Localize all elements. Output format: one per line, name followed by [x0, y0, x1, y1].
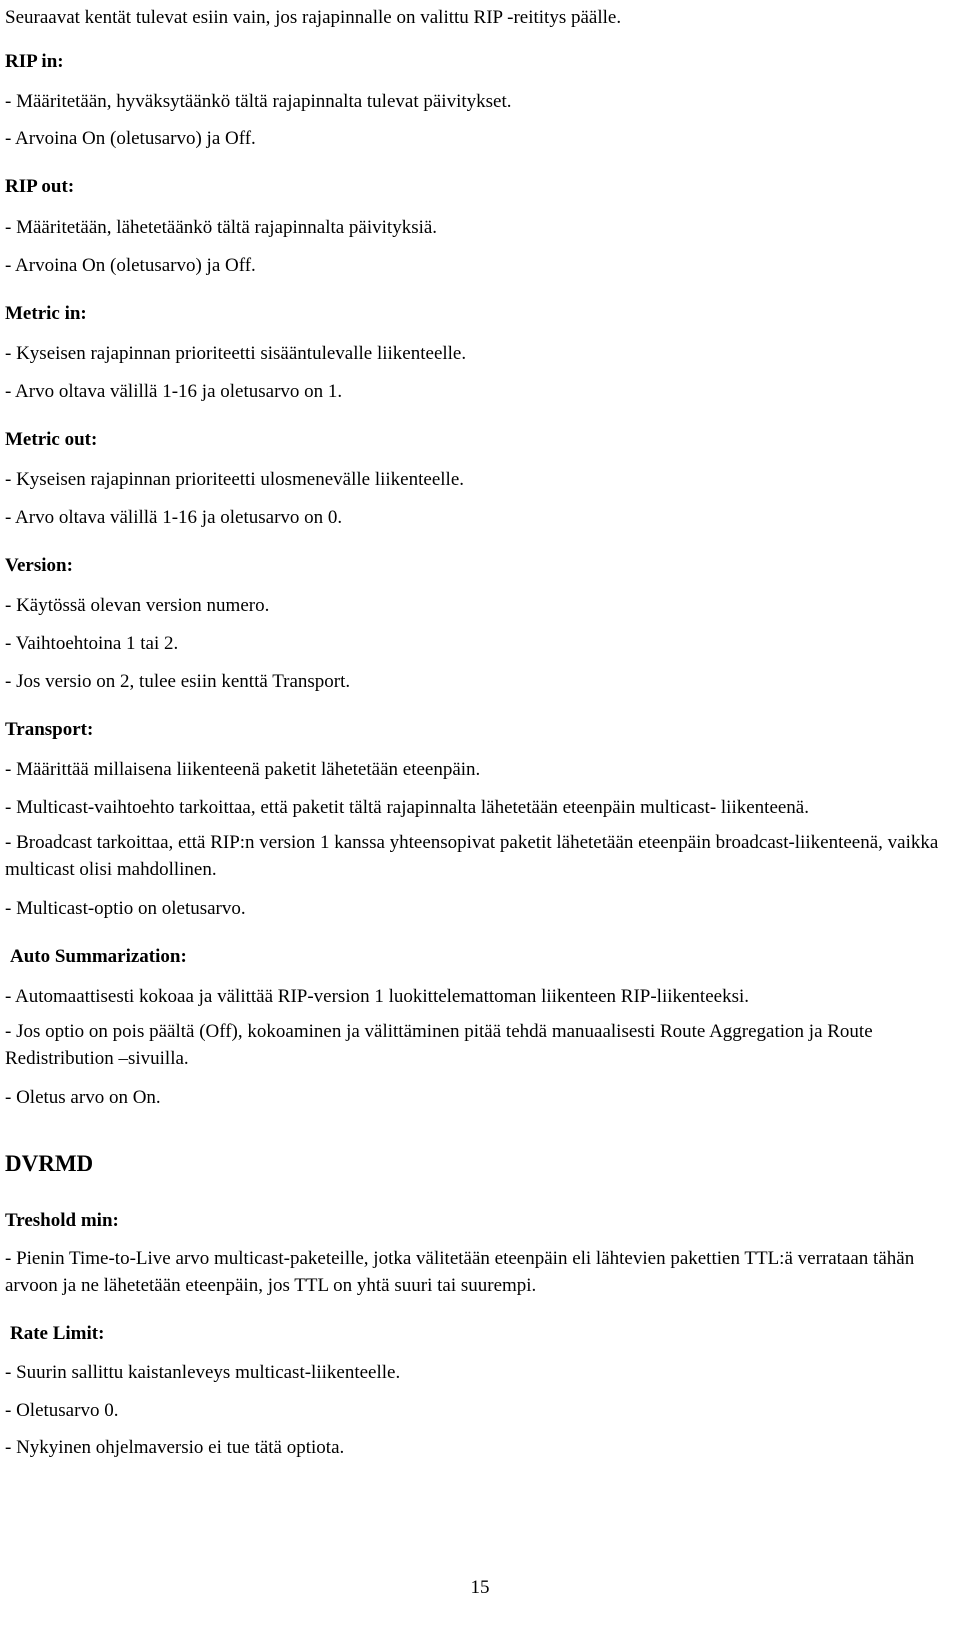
transport-item: - Multicast-vaihtoehto tarkoittaa, että paketit tältä rajapinnalta lähetetään eteenpäin multicast- liikenteenä. [5, 797, 809, 818]
threshold-min-item: - Pienin Time-to-Live arvo multicast-paketeille, jotka välitetään eteenpäin eli lähtevien pakettien TTL:ä verrataan tähän arvoon ja ne lähetetään eteenpäin, jos TTL on yhtä suuri tai suurempi. [5, 1248, 915, 1296]
threshold-min-heading: Treshold min: [5, 1210, 119, 1231]
rate-limit-item: - Oletusarvo 0. [5, 1400, 119, 1421]
document-page [5, 0, 955, 1640]
rip-in-item: - Arvoina On (oletusarvo) ja Off. [5, 128, 256, 149]
metric-in-item: - Arvo oltava välillä 1-16 ja oletusarvo on 1. [5, 381, 343, 402]
intro-text: Seuraavat kentät tulevat esiin vain, jos rajapinnalle on valittu RIP -reititys päälle. [5, 7, 622, 28]
rip-in-heading: RIP in: [5, 51, 64, 72]
rate-limit-heading: Rate Limit: [10, 1323, 105, 1344]
metric-out-item: - Arvo oltava välillä 1-16 ja oletusarvo on 0. [5, 507, 343, 528]
rip-in-item: - Määritetään, hyväksytäänkö tältä rajapinnalta tulevat päivitykset. [5, 91, 512, 112]
dvrmd-heading: DVRMD [5, 1151, 94, 1176]
transport-heading: Transport: [5, 719, 94, 740]
auto-summarization-item: - Jos optio on pois päältä (Off), kokoaminen ja välittäminen pitää tehdä manuaalisesti Route Aggregation ja Route Redistribution –sivuilla. [5, 1021, 873, 1069]
version-heading: Version: [5, 555, 73, 576]
rip-out-heading: RIP out: [5, 176, 75, 197]
metric-in-heading: Metric in: [5, 303, 87, 324]
page-number: 15 [470, 1577, 490, 1598]
transport-item: - Broadcast tarkoittaa, että RIP:n version 1 kanssa yhteensopivat paketit lähetetään eteenpäin broadcast-liikenteenä, vaikka multicast olisi mahdollinen. [5, 832, 939, 880]
metric-in-item: - Kyseisen rajapinnan prioriteetti sisääntulevalle liikenteelle. [5, 343, 467, 364]
version-item: - Vaihtoehtoina 1 tai 2. [5, 633, 179, 654]
rate-limit-item: - Suurin sallittu kaistanleveys multicast-liikenteelle. [5, 1362, 401, 1383]
auto-summarization-item: - Automaattisesti kokoaa ja välittää RIP-version 1 luokittelemattoman liikenteen RIP-liikenteeksi. [5, 986, 749, 1007]
metric-out-heading: Metric out: [5, 429, 98, 450]
transport-item: - Määrittää millaisena liikenteenä paketit lähetetään eteenpäin. [5, 759, 481, 780]
auto-summarization-heading: Auto Summarization: [10, 946, 187, 967]
auto-summarization-item: - Oletus arvo on On. [5, 1087, 161, 1108]
version-item: - Jos versio on 2, tulee esiin kenttä Transport. [5, 671, 351, 692]
rate-limit-item: - Nykyinen ohjelmaversio ei tue tätä optiota. [5, 1437, 345, 1458]
metric-out-item: - Kyseisen rajapinnan prioriteetti ulosmenevälle liikenteelle. [5, 469, 465, 490]
transport-item: - Multicast-optio on oletusarvo. [5, 898, 246, 919]
version-item: - Käytössä olevan version numero. [5, 595, 270, 616]
rip-out-item: - Määritetään, lähetetäänkö tältä rajapinnalta päivityksiä. [5, 217, 438, 238]
rip-out-item: - Arvoina On (oletusarvo) ja Off. [5, 255, 256, 276]
